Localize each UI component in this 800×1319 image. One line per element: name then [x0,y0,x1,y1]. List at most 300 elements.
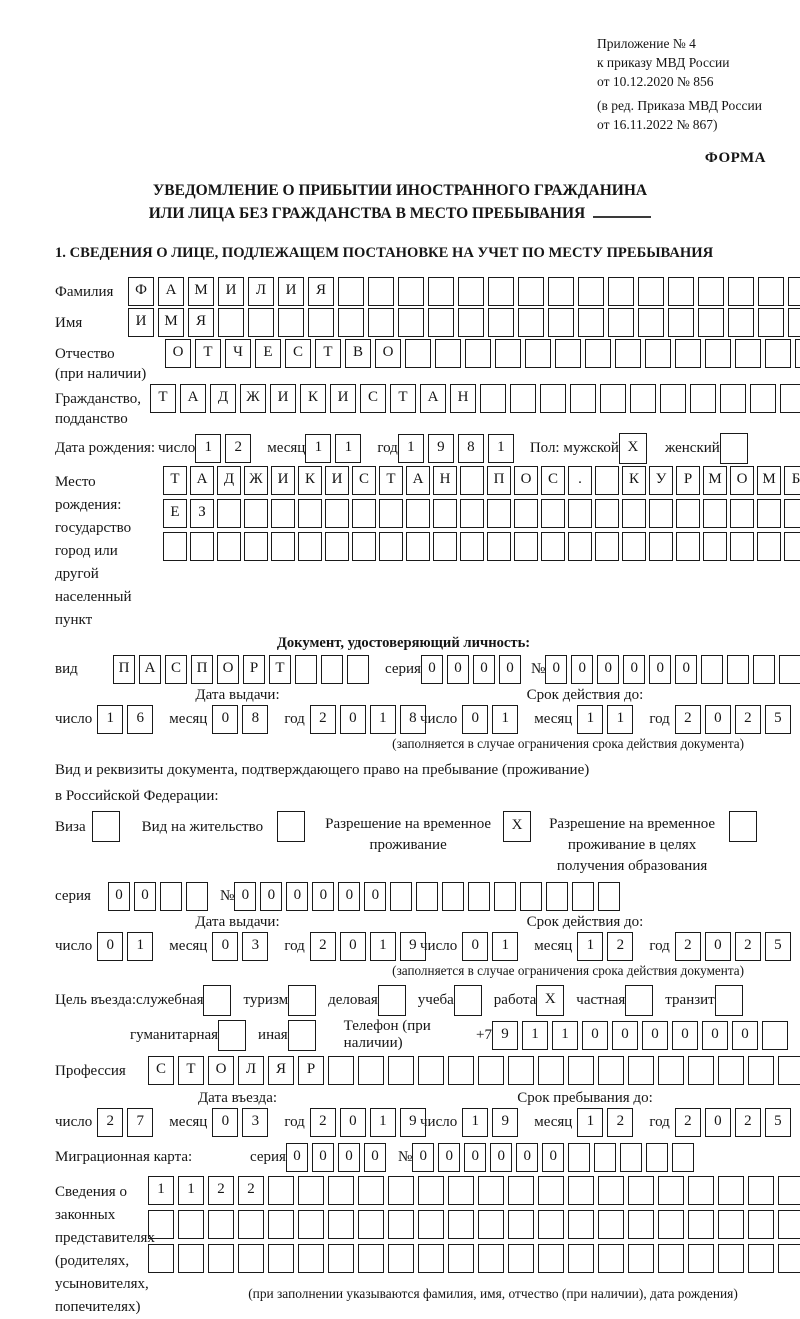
char-box[interactable]: 0 [286,1143,308,1172]
char-box[interactable] [514,532,538,561]
char-box[interactable] [578,277,604,306]
char-box[interactable] [730,532,754,561]
char-box[interactable] [520,882,542,911]
char-box[interactable] [620,1143,642,1172]
char-box[interactable] [594,1143,616,1172]
char-box[interactable]: Ж [240,384,266,413]
char-box[interactable] [278,308,304,337]
char-box[interactable] [406,532,430,561]
char-box[interactable]: С [285,339,311,368]
char-box[interactable]: 3 [242,1108,268,1137]
char-box[interactable]: 0 [490,1143,512,1172]
char-box[interactable] [570,384,596,413]
char-box[interactable] [217,532,241,561]
char-box[interactable]: И [218,277,244,306]
char-box[interactable]: С [541,466,565,495]
char-box[interactable] [460,466,484,495]
char-box[interactable] [163,532,187,561]
char-box[interactable]: С [352,466,376,495]
char-box[interactable] [325,499,349,528]
char-box[interactable] [638,277,664,306]
char-box[interactable] [338,277,364,306]
char-box[interactable] [762,1021,788,1050]
checkbox[interactable] [625,985,653,1016]
char-box[interactable]: А [420,384,446,413]
char-box[interactable]: 0 [702,1021,728,1050]
char-box[interactable]: Т [195,339,221,368]
char-box[interactable] [508,1176,534,1205]
char-box[interactable] [478,1056,504,1085]
char-box[interactable] [630,384,656,413]
char-box[interactable] [186,882,208,911]
char-box[interactable] [435,339,461,368]
char-box[interactable]: А [190,466,214,495]
char-box[interactable] [701,655,723,684]
char-box[interactable]: 0 [447,655,469,684]
char-box[interactable] [600,384,626,413]
char-box[interactable]: Я [308,277,334,306]
char-box[interactable]: 0 [571,655,593,684]
char-box[interactable] [608,277,634,306]
char-box[interactable]: П [191,655,213,684]
char-box[interactable] [379,499,403,528]
char-box[interactable] [688,1244,714,1273]
char-box[interactable]: К [622,466,646,495]
char-box[interactable]: 8 [242,705,268,734]
char-box[interactable] [478,1210,504,1239]
char-box[interactable]: 0 [338,1143,360,1172]
char-box[interactable]: 1 [577,932,603,961]
char-box[interactable] [728,277,754,306]
char-box[interactable]: У [649,466,673,495]
char-box[interactable]: М [188,277,214,306]
char-box[interactable] [718,1210,744,1239]
char-box[interactable]: 0 [464,1143,486,1172]
char-box[interactable] [568,499,592,528]
char-box[interactable]: 2 [735,705,761,734]
char-box[interactable] [778,1056,800,1085]
checkbox[interactable] [729,811,757,842]
char-box[interactable] [690,384,716,413]
char-box[interactable] [190,532,214,561]
char-box[interactable] [418,1176,444,1205]
char-box[interactable] [178,1210,204,1239]
char-box[interactable] [208,1244,234,1273]
char-box[interactable]: 1 [335,434,361,463]
char-box[interactable] [244,499,268,528]
char-box[interactable] [160,882,182,911]
char-box[interactable] [595,532,619,561]
char-box[interactable] [480,384,506,413]
char-box[interactable]: А [406,466,430,495]
char-box[interactable]: 0 [612,1021,638,1050]
char-box[interactable] [598,1210,624,1239]
char-box[interactable] [248,308,274,337]
char-box[interactable] [595,499,619,528]
char-box[interactable] [458,308,484,337]
char-box[interactable] [608,308,634,337]
char-box[interactable] [388,1176,414,1205]
char-box[interactable] [508,1056,534,1085]
char-box[interactable] [730,499,754,528]
char-box[interactable] [720,384,746,413]
char-box[interactable] [645,339,671,368]
char-box[interactable]: 1 [522,1021,548,1050]
char-box[interactable] [298,532,322,561]
char-box[interactable]: 2 [675,1108,701,1137]
char-box[interactable] [416,882,438,911]
char-box[interactable]: Т [163,466,187,495]
char-box[interactable] [784,532,800,561]
char-box[interactable] [778,1244,800,1273]
char-box[interactable] [748,1056,774,1085]
char-box[interactable]: А [158,277,184,306]
char-box[interactable] [705,339,731,368]
char-box[interactable] [352,532,376,561]
char-box[interactable]: 1 [97,705,123,734]
char-box[interactable]: 0 [516,1143,538,1172]
char-box[interactable]: 1 [577,705,603,734]
char-box[interactable]: 6 [127,705,153,734]
char-box[interactable]: К [298,466,322,495]
char-box[interactable]: О [208,1056,234,1085]
char-box[interactable]: Ж [244,466,268,495]
char-box[interactable]: 1 [552,1021,578,1050]
char-box[interactable]: С [165,655,187,684]
char-box[interactable]: З [190,499,214,528]
char-box[interactable]: Р [243,655,265,684]
char-box[interactable] [658,1056,684,1085]
char-box[interactable]: 0 [340,932,366,961]
char-box[interactable] [488,308,514,337]
char-box[interactable] [728,308,754,337]
char-box[interactable]: 8 [400,705,426,734]
char-box[interactable] [495,339,521,368]
char-box[interactable]: 2 [238,1176,264,1205]
char-box[interactable]: 0 [597,655,619,684]
char-box[interactable] [585,339,611,368]
char-box[interactable] [757,532,781,561]
char-box[interactable] [352,499,376,528]
char-box[interactable] [325,532,349,561]
char-box[interactable] [538,1176,564,1205]
char-box[interactable]: А [180,384,206,413]
char-box[interactable] [779,655,800,684]
char-box[interactable]: Т [379,466,403,495]
char-box[interactable] [148,1210,174,1239]
char-box[interactable]: П [487,466,511,495]
char-box[interactable] [460,499,484,528]
char-box[interactable] [778,1210,800,1239]
char-box[interactable] [649,499,673,528]
char-box[interactable] [465,339,491,368]
char-box[interactable]: 2 [735,1108,761,1137]
char-box[interactable] [780,384,800,413]
char-box[interactable]: 9 [492,1108,518,1137]
char-box[interactable] [448,1176,474,1205]
checkbox[interactable] [720,433,748,464]
char-box[interactable]: 0 [672,1021,698,1050]
char-box[interactable] [718,1244,744,1273]
char-box[interactable] [538,1210,564,1239]
char-box[interactable]: 0 [234,882,256,911]
char-box[interactable]: Д [217,466,241,495]
char-box[interactable]: 0 [312,1143,334,1172]
char-box[interactable] [405,339,431,368]
char-box[interactable] [538,1056,564,1085]
char-box[interactable]: 1 [488,434,514,463]
char-box[interactable]: 2 [225,434,251,463]
char-box[interactable] [308,308,334,337]
char-box[interactable] [244,532,268,561]
char-box[interactable] [433,532,457,561]
char-box[interactable]: М [158,308,184,337]
char-box[interactable]: Н [450,384,476,413]
char-box[interactable] [646,1143,668,1172]
checkbox[interactable] [288,985,316,1016]
char-box[interactable] [398,277,424,306]
char-box[interactable] [514,499,538,528]
char-box[interactable]: Т [150,384,176,413]
char-box[interactable] [598,1176,624,1205]
char-box[interactable]: О [730,466,754,495]
char-box[interactable]: 5 [765,705,791,734]
char-box[interactable]: 0 [542,1143,564,1172]
checkbox[interactable] [277,811,305,842]
char-box[interactable]: 0 [545,655,567,684]
char-box[interactable] [628,1244,654,1273]
char-box[interactable]: О [217,655,239,684]
char-box[interactable] [295,655,317,684]
char-box[interactable] [368,308,394,337]
char-box[interactable] [568,1210,594,1239]
checkbox[interactable] [378,985,406,1016]
char-box[interactable]: Л [248,277,274,306]
char-box[interactable]: 0 [473,655,495,684]
char-box[interactable]: И [325,466,349,495]
char-box[interactable]: 0 [286,882,308,911]
char-box[interactable]: 2 [208,1176,234,1205]
char-box[interactable] [672,1143,694,1172]
char-box[interactable] [238,1210,264,1239]
char-box[interactable]: 2 [310,705,336,734]
char-box[interactable] [658,1244,684,1273]
char-box[interactable]: 0 [412,1143,434,1172]
char-box[interactable] [638,308,664,337]
char-box[interactable] [676,532,700,561]
char-box[interactable] [568,1244,594,1273]
char-box[interactable]: 1 [148,1176,174,1205]
checkbox[interactable]: X [536,985,564,1016]
char-box[interactable] [487,499,511,528]
char-box[interactable] [238,1244,264,1273]
char-box[interactable] [298,1210,324,1239]
char-box[interactable] [735,339,761,368]
char-box[interactable] [268,1176,294,1205]
char-box[interactable]: Ф [128,277,154,306]
char-box[interactable] [795,339,800,368]
char-box[interactable] [778,1176,800,1205]
char-box[interactable] [148,1244,174,1273]
char-box[interactable]: П [113,655,135,684]
char-box[interactable]: 2 [310,932,336,961]
char-box[interactable] [418,1056,444,1085]
char-box[interactable] [508,1210,534,1239]
char-box[interactable]: Р [298,1056,324,1085]
char-box[interactable] [615,339,641,368]
char-box[interactable]: Ч [225,339,251,368]
char-box[interactable]: Т [315,339,341,368]
char-box[interactable] [748,1210,774,1239]
char-box[interactable] [487,532,511,561]
char-box[interactable] [595,466,619,495]
char-box[interactable]: 1 [178,1176,204,1205]
char-box[interactable] [478,1176,504,1205]
char-box[interactable]: 1 [370,1108,396,1137]
char-box[interactable]: И [270,384,296,413]
char-box[interactable] [406,499,430,528]
char-box[interactable] [510,384,536,413]
char-box[interactable]: 5 [765,1108,791,1137]
char-box[interactable] [598,1056,624,1085]
char-box[interactable] [538,1244,564,1273]
char-box[interactable]: Т [390,384,416,413]
char-box[interactable]: 0 [212,932,238,961]
char-box[interactable] [688,1176,714,1205]
char-box[interactable] [494,882,516,911]
char-box[interactable] [546,882,568,911]
char-box[interactable] [398,308,424,337]
checkbox[interactable] [92,811,120,842]
char-box[interactable] [518,277,544,306]
char-box[interactable] [268,1210,294,1239]
char-box[interactable]: 2 [97,1108,123,1137]
char-box[interactable]: К [300,384,326,413]
char-box[interactable] [622,532,646,561]
char-box[interactable] [218,308,244,337]
char-box[interactable] [518,308,544,337]
char-box[interactable]: И [278,277,304,306]
checkbox[interactable]: X [619,433,647,464]
char-box[interactable] [508,1244,534,1273]
char-box[interactable]: 5 [765,932,791,961]
char-box[interactable]: 0 [705,705,731,734]
char-box[interactable] [268,1244,294,1273]
char-box[interactable]: 0 [623,655,645,684]
char-box[interactable]: 0 [421,655,443,684]
char-box[interactable]: 9 [428,434,454,463]
char-box[interactable] [753,655,775,684]
char-box[interactable]: 0 [97,932,123,961]
char-box[interactable] [328,1210,354,1239]
char-box[interactable] [388,1244,414,1273]
char-box[interactable]: 0 [134,882,156,911]
char-box[interactable] [328,1176,354,1205]
char-box[interactable]: О [165,339,191,368]
char-box[interactable] [217,499,241,528]
char-box[interactable] [541,499,565,528]
char-box[interactable] [338,308,364,337]
char-box[interactable]: 9 [492,1021,518,1050]
char-box[interactable] [428,277,454,306]
char-box[interactable] [750,384,776,413]
char-box[interactable] [428,308,454,337]
char-box[interactable]: 3 [242,932,268,961]
char-box[interactable]: М [703,466,727,495]
char-box[interactable] [628,1210,654,1239]
char-box[interactable]: 0 [312,882,334,911]
char-box[interactable] [703,532,727,561]
char-box[interactable]: 1 [195,434,221,463]
char-box[interactable]: 0 [642,1021,668,1050]
char-box[interactable] [675,339,701,368]
char-box[interactable] [658,1210,684,1239]
char-box[interactable] [718,1176,744,1205]
char-box[interactable] [298,1176,324,1205]
char-box[interactable]: Е [255,339,281,368]
char-box[interactable] [418,1210,444,1239]
char-box[interactable]: Р [676,466,700,495]
char-box[interactable]: 0 [260,882,282,911]
char-box[interactable]: М [757,466,781,495]
char-box[interactable] [379,532,403,561]
char-box[interactable] [578,308,604,337]
char-box[interactable]: 1 [398,434,424,463]
char-box[interactable] [703,499,727,528]
char-box[interactable] [572,882,594,911]
char-box[interactable] [555,339,581,368]
char-box[interactable] [433,499,457,528]
char-box[interactable] [541,532,565,561]
char-box[interactable]: О [375,339,401,368]
char-box[interactable] [321,655,343,684]
char-box[interactable] [784,499,800,528]
char-box[interactable] [568,1056,594,1085]
char-box[interactable] [540,384,566,413]
char-box[interactable]: Т [178,1056,204,1085]
char-box[interactable] [658,1176,684,1205]
char-box[interactable]: С [360,384,386,413]
char-box[interactable]: Д [210,384,236,413]
char-box[interactable]: 1 [305,434,331,463]
char-box[interactable]: И [271,466,295,495]
char-box[interactable]: 0 [582,1021,608,1050]
char-box[interactable] [568,1143,590,1172]
char-box[interactable] [676,499,700,528]
char-box[interactable]: С [148,1056,174,1085]
char-box[interactable] [448,1244,474,1273]
char-box[interactable] [298,499,322,528]
char-box[interactable] [208,1210,234,1239]
char-box[interactable]: 0 [462,705,488,734]
char-box[interactable] [758,308,784,337]
char-box[interactable]: 9 [400,932,426,961]
char-box[interactable]: 1 [462,1108,488,1137]
char-box[interactable] [460,532,484,561]
char-box[interactable] [788,277,800,306]
char-box[interactable] [748,1244,774,1273]
char-box[interactable]: 0 [499,655,521,684]
char-box[interactable]: И [128,308,154,337]
char-box[interactable] [448,1056,474,1085]
char-box[interactable]: 0 [675,655,697,684]
char-box[interactable]: 1 [607,705,633,734]
char-box[interactable] [668,277,694,306]
char-box[interactable] [668,308,694,337]
char-box[interactable]: 2 [607,932,633,961]
char-box[interactable] [488,277,514,306]
char-box[interactable]: 2 [607,1108,633,1137]
